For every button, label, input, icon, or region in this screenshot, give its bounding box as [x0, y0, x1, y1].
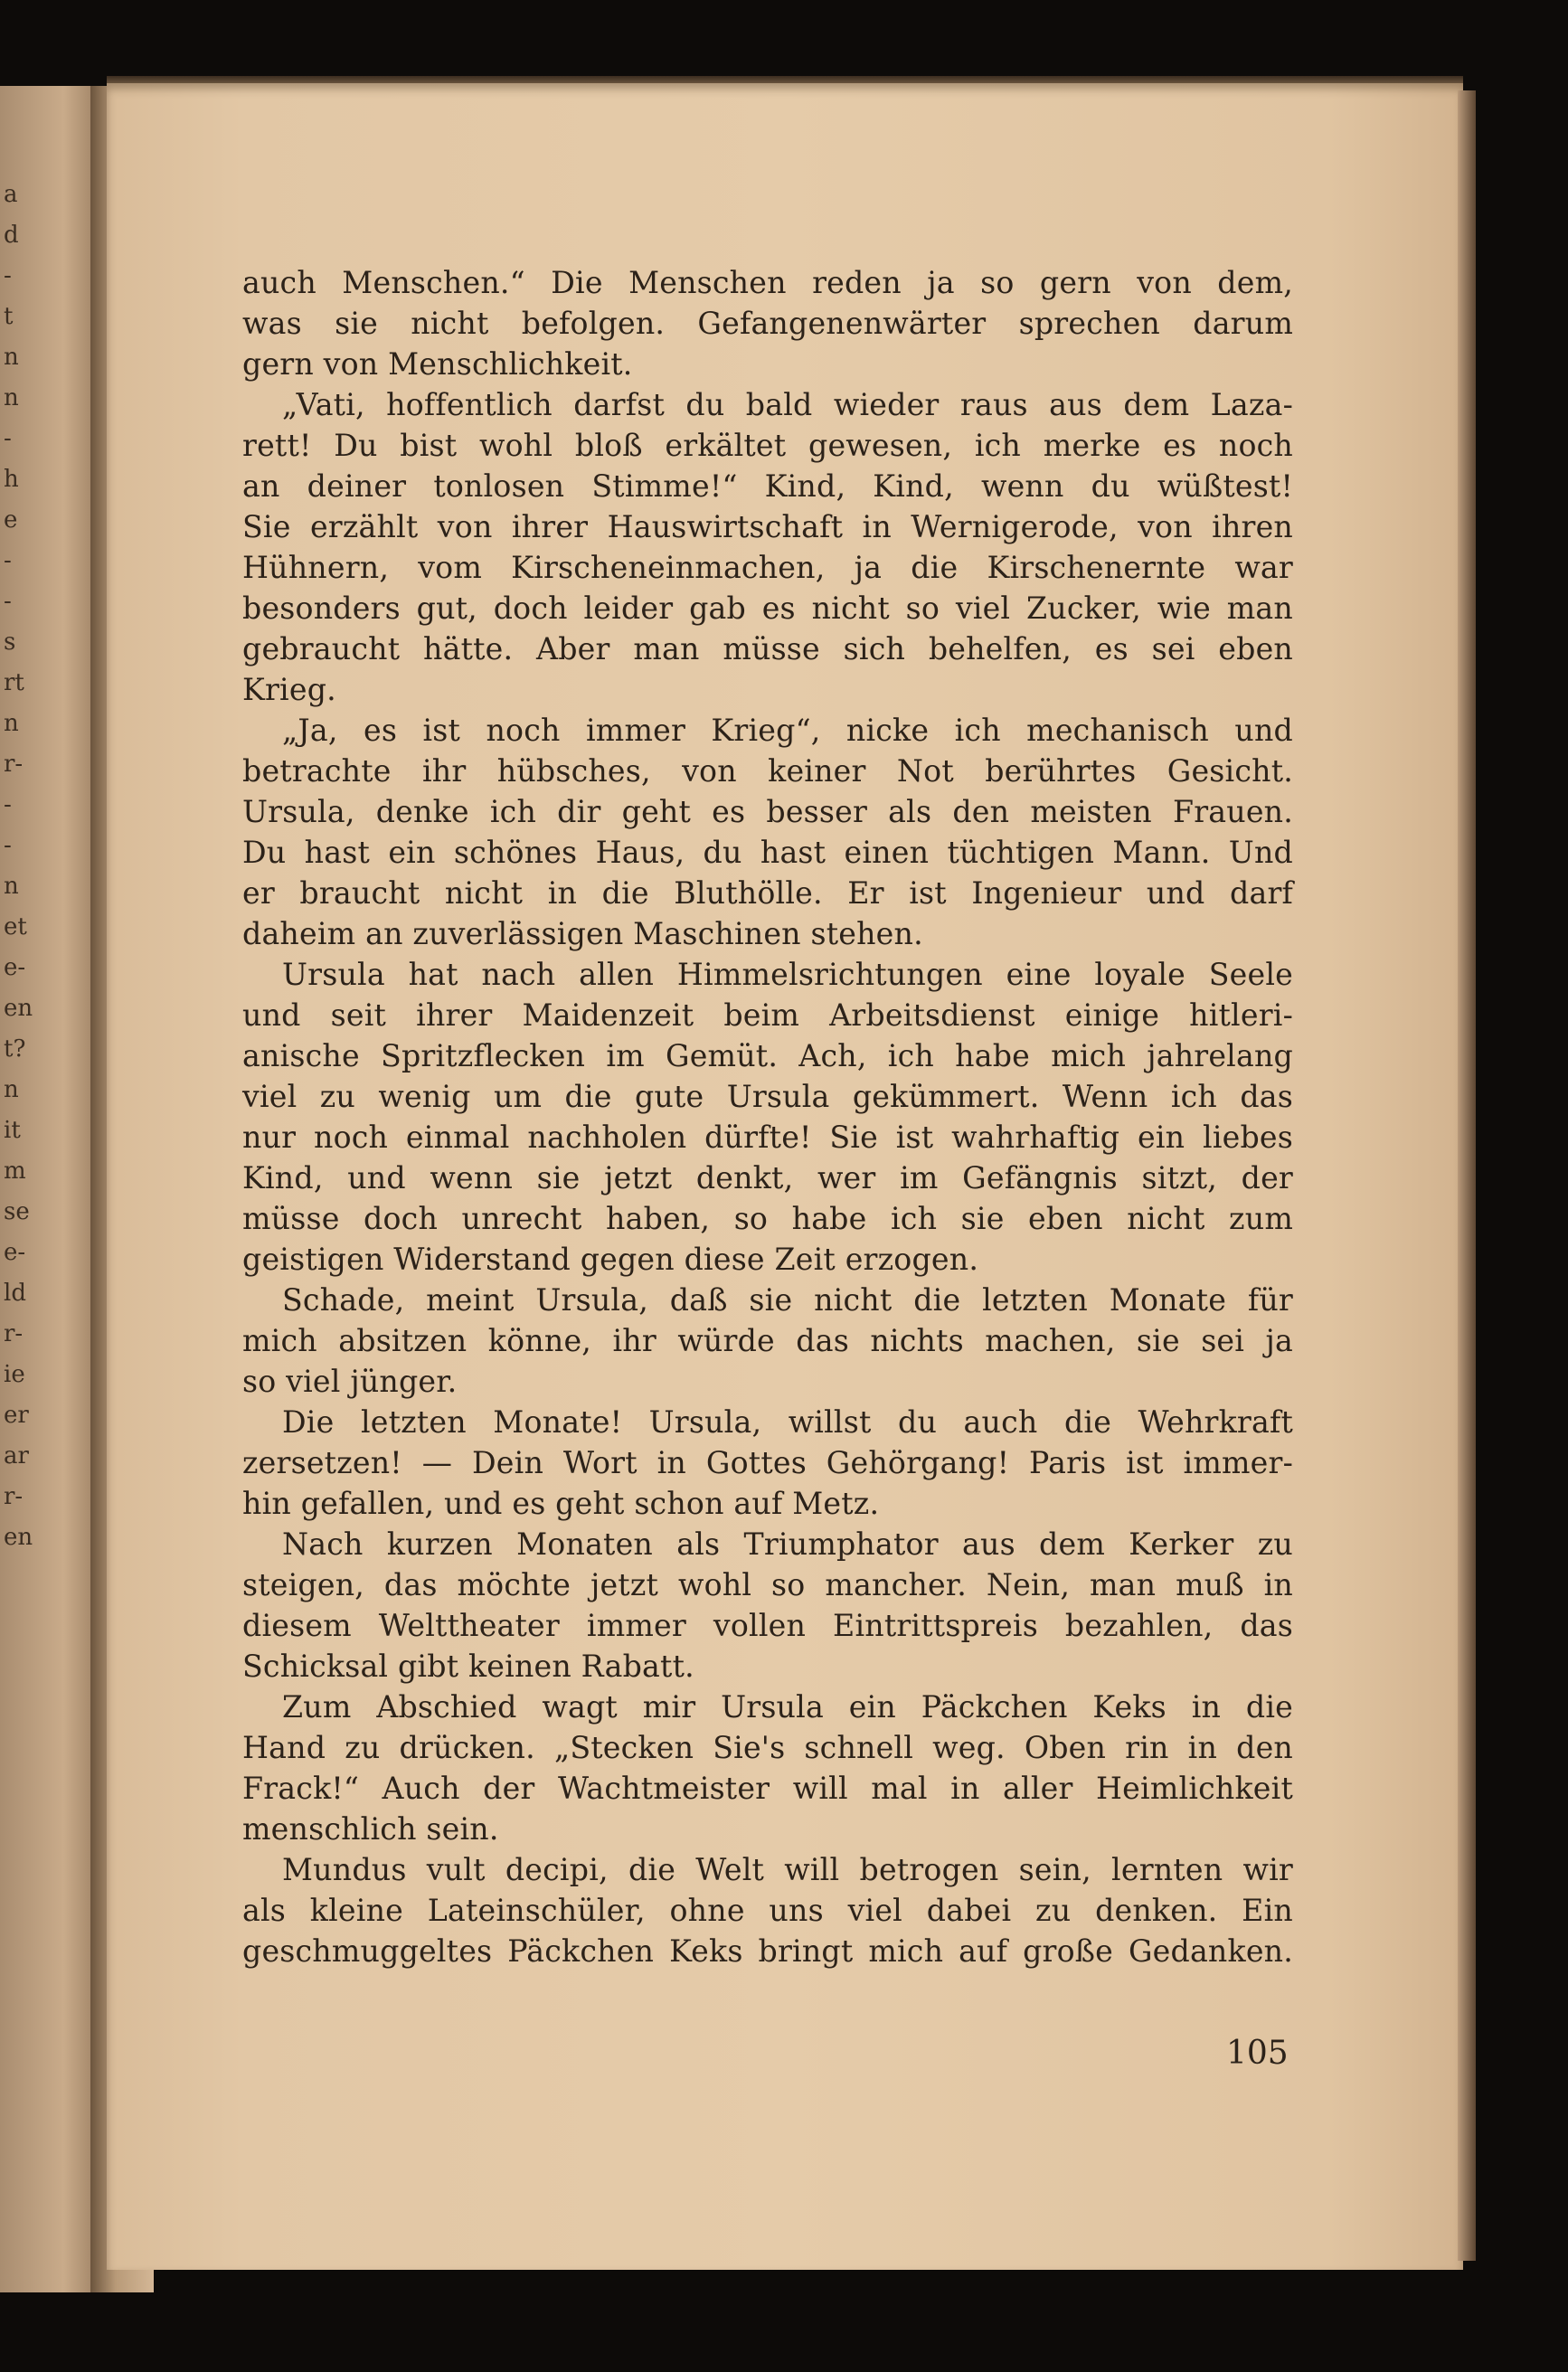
left-page-fragment: - — [4, 588, 12, 615]
text-line: Sie erzählt von ihrer Hauswirtschaft in Wernigerode, von ihren — [242, 509, 1293, 544]
text-line: Hühnern, vom Kirscheneinmachen, ja die Kirschenernte war — [242, 550, 1293, 585]
text-line: Mundus vult decipi, die Welt will betrogen sein, lernten wir — [282, 1852, 1293, 1887]
left-page-fragment: ar — [4, 1442, 29, 1470]
text-line: „Ja, es ist noch immer Krieg“, nicke ich mechanisch und — [282, 713, 1293, 748]
left-page-fragment: e- — [4, 1239, 26, 1266]
left-page-fragment: n — [4, 344, 19, 371]
text-line: anische Spritzflecken im Gemüt. Ach, ich habe mich jahrelang — [242, 1038, 1293, 1073]
text-line: Hand zu drücken. „Stecken Sie's schnell weg. Oben rin in den — [242, 1730, 1293, 1765]
text-line: Du hast ein schönes Haus, du hast einen tüchtigen Mann. Und — [242, 835, 1293, 870]
text-line: mich absitzen könne, ihr würde das nichts machen, sie sei ja — [242, 1323, 1293, 1358]
left-page-fragment: n — [4, 384, 19, 411]
text-line: geschmuggeltes Päckchen Keks bringt mich auf große Gedanken. — [242, 1933, 1293, 1969]
text-line: Krieg. — [242, 672, 336, 707]
text-line: und seit ihrer Maidenzeit beim Arbeitsdienst einige hitleri- — [242, 997, 1293, 1033]
left-page-fragment: r- — [4, 751, 24, 778]
text-line: auch Menschen.“ Die Menschen reden ja so gern von dem, — [242, 265, 1293, 300]
text-line: steigen, das möchte jetzt wohl so mancher. Nein, man muß in — [242, 1567, 1293, 1602]
left-page-fragment: et — [4, 913, 27, 940]
text-line: gern von Menschlichkeit. — [242, 346, 633, 382]
left-page-fragment: s — [4, 628, 16, 656]
left-page-fragment: ld — [4, 1280, 26, 1307]
left-page-fragment: en — [4, 995, 33, 1022]
left-page-fragment: m — [4, 1158, 26, 1185]
left-page-fragment: r- — [4, 1483, 24, 1510]
text-line: Kind, und wenn sie jetzt denkt, wer im Gefängnis sitzt, der — [242, 1160, 1293, 1195]
text-line: als kleine Lateinschüler, ohne uns viel dabei zu denken. Ein — [242, 1893, 1293, 1928]
text-line: an deiner tonlosen Stimme!“ Kind, Kind, wenn du wüßtest! — [242, 468, 1293, 504]
text-line: Zum Abschied wagt mir Ursula ein Päckchen Keks in die — [282, 1689, 1293, 1725]
left-page-fragment: t? — [4, 1035, 26, 1063]
text-line: menschlich sein. — [242, 1811, 499, 1847]
text-line: gebraucht hätte. Aber man müsse sich behelfen, es sei eben — [242, 631, 1293, 666]
left-page-fragment: - — [4, 262, 12, 289]
text-line: „Vati, hoffentlich darfst du bald wieder raus aus dem Laza- — [282, 387, 1293, 422]
left-page-fragment: e- — [4, 954, 26, 981]
text-line: viel zu wenig um die gute Ursula gekümmert. Wenn ich das — [242, 1079, 1293, 1114]
left-page-fragment: ie — [4, 1361, 25, 1388]
text-line: rett! Du bist wohl bloß erkältet gewesen, ich merke es noch — [242, 428, 1293, 463]
text-line: diesem Welttheater immer vollen Eintrittspreis bezahlen, das — [242, 1608, 1293, 1643]
left-page-fragment: r- — [4, 1320, 24, 1347]
text-line: daheim an zuverlässigen Maschinen stehen. — [242, 916, 923, 951]
left-page-fragment: e — [4, 506, 18, 534]
left-page-fragment: - — [4, 547, 12, 574]
left-page-fragment: h — [4, 466, 19, 493]
text-line: zersetzen! — Dein Wort in Gottes Gehörgang! Paris ist immer- — [242, 1445, 1293, 1480]
left-page-fragment: er — [4, 1402, 29, 1429]
left-page-fragment: en — [4, 1524, 33, 1551]
text-line: Frack!“ Auch der Wachtmeister will mal in aller Heimlichkeit — [242, 1771, 1293, 1806]
left-page-fragment: - — [4, 832, 12, 859]
text-line: geistigen Widerstand gegen diese Zeit erzogen. — [242, 1242, 979, 1277]
left-page-fragment: - — [4, 791, 12, 818]
left-page-fragment: t — [4, 303, 14, 330]
text-line: betrachte ihr hübsches, von keiner Not berührtes Gesicht. — [242, 753, 1293, 789]
left-page-fragment: it — [4, 1117, 21, 1144]
text-line: was sie nicht befolgen. Gefangenenwärter sprechen darum — [242, 306, 1293, 341]
left-page-fragment: n — [4, 873, 19, 900]
left-page-fragment: n — [4, 710, 19, 737]
text-line: nur noch einmal nachholen dürfte! Sie ist wahrhaftig ein liebes — [242, 1120, 1293, 1155]
page-right-edge — [1458, 90, 1476, 2261]
left-page-fragment: a — [4, 181, 18, 208]
left-page-fragment: n — [4, 1076, 19, 1103]
text-line: Ursula hat nach allen Himmelsrichtungen eine loyale Seele — [282, 957, 1293, 992]
text-line: er braucht nicht in die Bluthölle. Er ist Ingenieur und darf — [242, 875, 1293, 911]
text-line: Nach kurzen Monaten als Triumphator aus dem Kerker zu — [282, 1526, 1293, 1562]
left-page-fragment: - — [4, 425, 12, 452]
left-page-fragment: se — [4, 1198, 30, 1225]
text-line: so viel jünger. — [242, 1364, 458, 1399]
text-line: Ursula, denke ich dir geht es besser als den meisten Frauen. — [242, 794, 1293, 829]
left-page-fragment: d — [4, 222, 19, 249]
text-line: Schade, meint Ursula, daß sie nicht die letzten Monate für — [282, 1282, 1293, 1318]
body-text — [242, 262, 1293, 1971]
text-line: besonders gut, doch leider gab es nicht so viel Zucker, wie man — [242, 591, 1293, 626]
text-line: müsse doch unrecht haben, so habe ich sie eben nicht zum — [242, 1201, 1293, 1236]
page-number: 105 — [1226, 2035, 1289, 2072]
text-line: hin gefallen, und es geht schon auf Metz. — [242, 1486, 880, 1521]
left-page-fragment: rt — [4, 669, 24, 696]
text-line: Schicksal gibt keinen Rabatt. — [242, 1649, 694, 1684]
text-line: Die letzten Monate! Ursula, willst du auch die Wehrkraft — [282, 1404, 1293, 1440]
